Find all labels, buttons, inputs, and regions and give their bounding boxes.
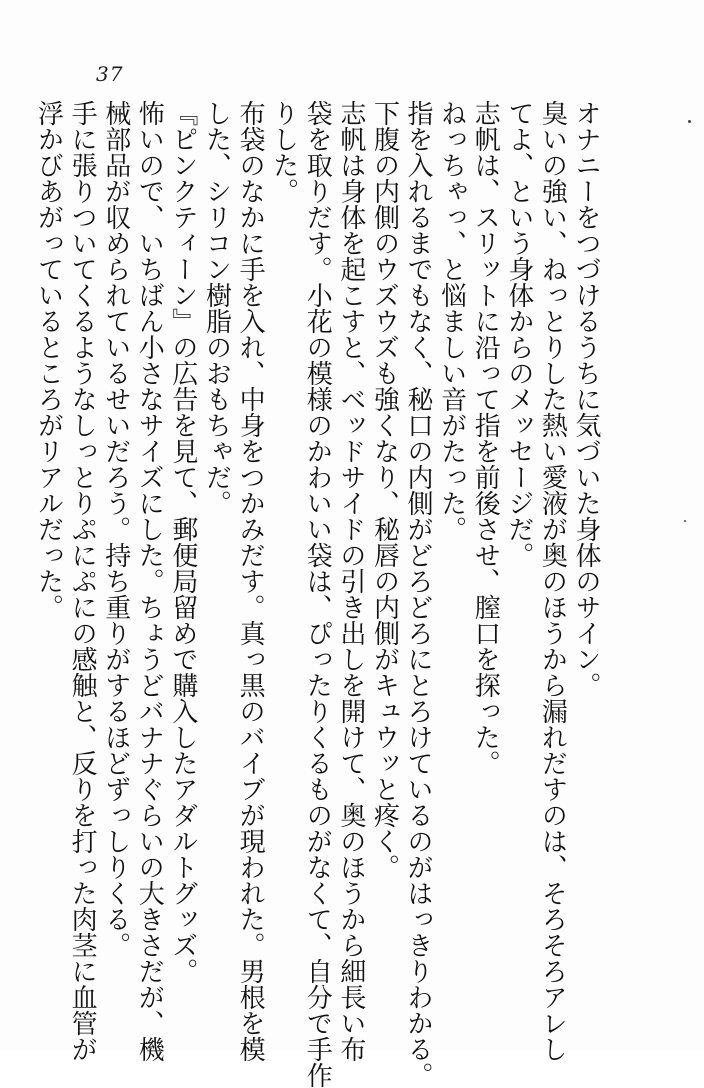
text-column-16: 手に張りついてくるようなしっとりぷにぷにの感触と、反りを打った肉茎に血管が xyxy=(67,100,98,1062)
text-column-9: 袋を取りだす。小花の模様のかわいい袋は、ぴったりくるものがなくて、自分で手作 xyxy=(302,100,333,1088)
text-column-17: 浮かびあがっているところがリアルだった。 xyxy=(33,100,64,620)
vertical-text-body xyxy=(33,100,602,1088)
text-column-10: りした。 xyxy=(268,100,299,204)
text-column-8: 志帆は身体を起こすと、ベッドサイドの引き出しを開けて、奥のほうから細長い布 xyxy=(335,100,366,1062)
text-column-1: オナニーをつづけるうちに気づいた身体のサイン。 xyxy=(571,100,601,698)
scan-speck xyxy=(688,120,691,123)
text-column-4: 志帆は、スリットに沿って指を前後させ、膣口を探った。 xyxy=(470,100,501,776)
text-column-2: 臭いの強い、ねっとりした熱い愛液が奥のほうから漏れだすのは、そろそろアレし xyxy=(537,100,568,1062)
text-column-12: した、シリコン樹脂のおもちゃだ。 xyxy=(201,100,232,516)
text-column-11: 布袋のなかに手を入れ、中身をつかみだす。真っ黒のバイブが現われた。男根を模 xyxy=(235,100,266,1062)
text-column-13: 『ピンクティーン』の広告を見て、郵便局留めで購入したアダルトグッズ。 xyxy=(167,100,198,984)
text-column-7: 下腹の内側のウズウズも強くなり、秘唇の内側がキュウッと疼く。 xyxy=(369,100,400,880)
text-column-3: てよ、という身体からのメッセージだ。 xyxy=(503,100,534,568)
scan-speck xyxy=(684,520,686,522)
text-column-15: 械部品が収められているせいだろう。持ち重りがするほどずっしりくる。 xyxy=(100,100,131,958)
page-number: 37 xyxy=(96,62,124,86)
text-column-6: 指を入れるまでもなく、秘口の内側がどろどろにとろけているのがはっきりわかる。 xyxy=(403,100,434,1088)
text-column-14: 怖いので、いちばん小さなサイズにした。ちょうどバナナぐらいの大きさだが、機 xyxy=(134,100,165,1062)
text-column-5: ねっちゃっ、と悩ましい音がたった。 xyxy=(436,100,467,542)
